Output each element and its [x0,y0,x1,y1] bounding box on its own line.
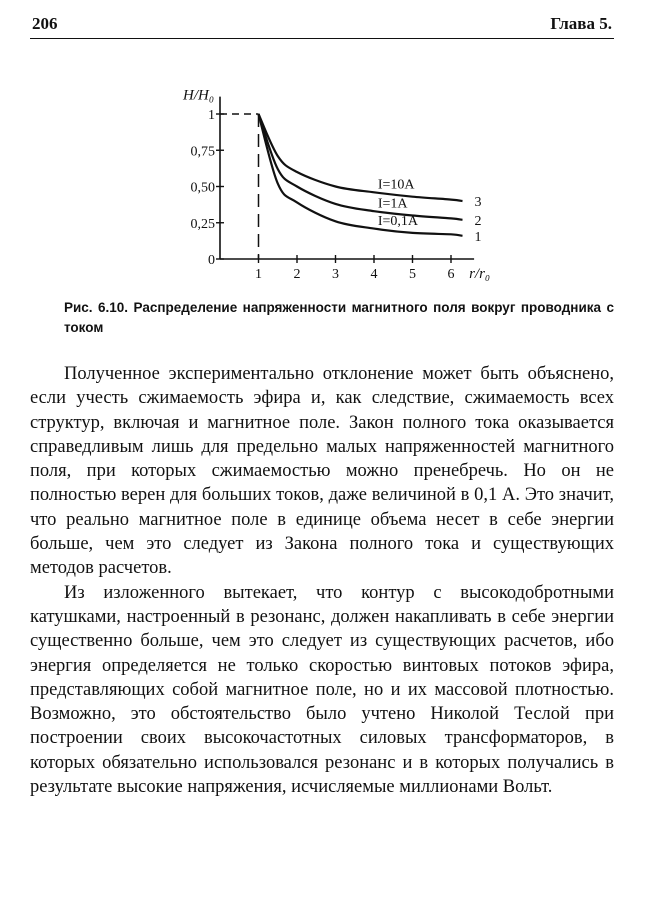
chapter-title: Глава 5. [550,14,612,33]
curve-label-3: I=10A [377,177,415,193]
chart-labels [182,88,490,282]
x-axis-title: r/r₀ [469,266,491,282]
y-axis-title: H/H₀ [183,87,215,104]
y-tick-label: 0 [208,253,215,268]
paragraph-1: Полученное экспериментально отклонение может быть объяснено, если учесть сжимаемость эфира и, как следствие, сжимаемость всех структур, включая и магнитное поле. Закон полного тока оказывается справедливым лишь для предельно малых напряженностей магнитного поля, при которых сжимаемостью можно пренебречь. Но он не полностью верен для больших токов, даже величиной в 0,1 А. Это значит, что реально магнитное поле в единице объема несет в себе энергии больше, чем это следует из Закона полного тока и существующих методов расчетов. [30,364,614,579]
dashed-reference-lines [220,114,259,259]
chart-svg [175,82,515,282]
curve-number-1: 1 [474,229,482,245]
x-tick-label: 1 [255,267,262,282]
y-tick-label: 0,50 [190,180,215,196]
curve-label-2: I=1A [377,196,408,212]
chart-curves [259,114,463,236]
curve-label-1: I=0,1A [377,213,419,229]
x-tick-label: 3 [332,267,339,282]
y-tick-label: 1 [208,108,215,123]
page-number: 206 [32,14,58,33]
figure-chart [175,82,515,282]
x-tick-label: 2 [293,267,301,282]
y-tick-label: 0,75 [190,144,215,160]
x-tick-label: 6 [447,267,455,282]
curve-number-3: 3 [474,195,482,210]
curve-number-2: 2 [474,213,482,229]
paragraph-2: Из изложенного вытекает, что контур с высокодобротными катушками, настроенный в резонанс, должен накапливать в себе энергии существенно больше, чем это следует из существующих расчетов, ибо энергия определяется не только скоростью винтовых потоков эфира, представляющих собой магнитное поле, но и их массовой плотностью. Возможно, это обстоятельство было учтено Николой Теслой при построении своих высокочастотных силовых трансформаторов, в которых обязательно использовался резонанс и в которых получались в результате высокие напряжения, исчисляемые миллионами Вольт. [30,582,614,798]
x-tick-label: 5 [409,267,416,282]
page-header [30,10,614,39]
y-tick-label: 0,25 [190,216,215,232]
body-text [30,362,614,799]
curve-3 [259,114,463,201]
chart-axes [216,97,474,263]
figure-caption: Рис. 6.10. Распределение напряженности магнитного поля вокруг проводника с током [64,300,614,335]
x-tick-label: 4 [370,267,378,282]
